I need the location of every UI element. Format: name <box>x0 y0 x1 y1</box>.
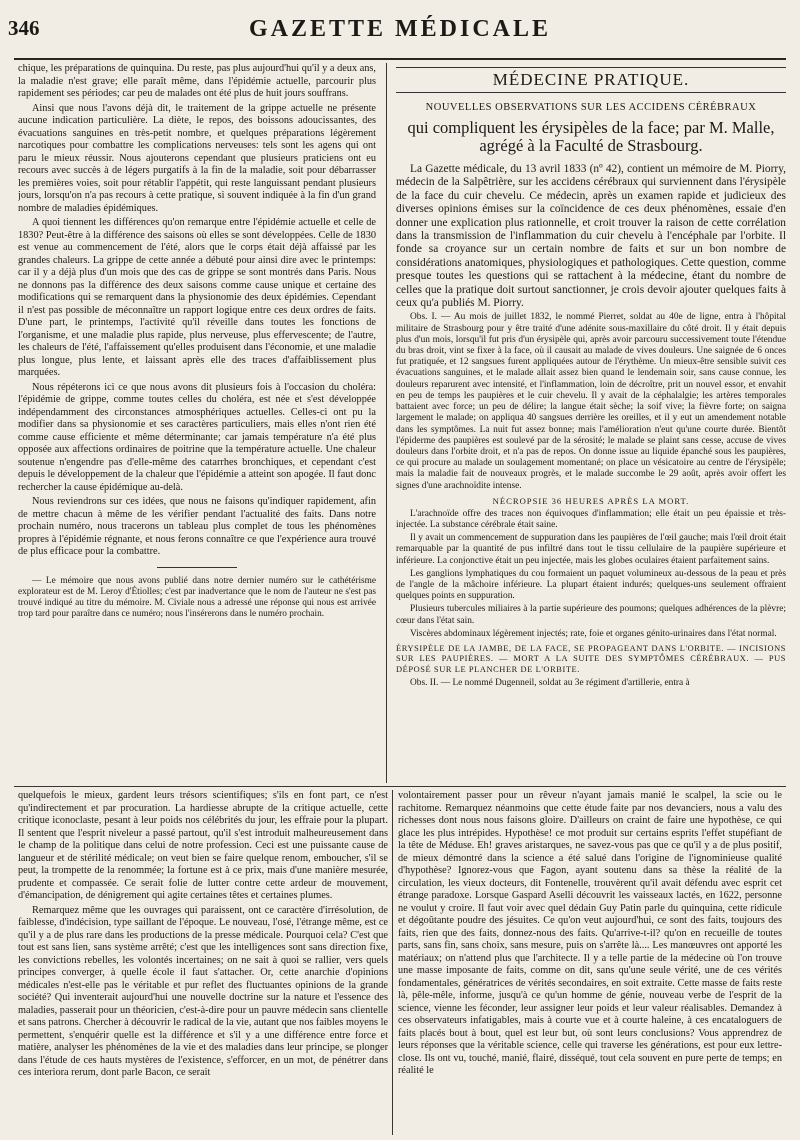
necropsy-paragraph: L'arachnoïde offre des traces non équivoques d'inflammation; elle était un peu épaissie et très-injectée. La substance cérébrale était saine. <box>396 508 786 530</box>
left-paragraph: Nous répéterons ici ce que nous avons dit plusieurs fois à l'occasion du choléra: l'épidémie de grippe, comme toutes celles du choléra, est née et s'est développée indépendamment des circonstances atmosphériques actuelles. Celles-ci ont pu la modifier dans sa physionomie et ses caractères particuliers, mais elles n'ont rien été comme cause efficiente et même déterminante; car jamais température n'a été plus opposée aux affections ordinaires de poitrine que la température actuelle. Une chaleur soutenue n'engendre pas d'elle-même des catarrhes bronchiques, et cependant c'est depuis le développement de la chaleur que l'épidémie a atteint son apogée. Il faut donc rechercher la cause épidémique au-delà. <box>18 381 376 493</box>
necropsy-paragraph: Il y avait un commencement de suppuration dans les paupières de l'œil gauche; mais l'œil droit était remarquable par la quantité de pus infiltré dans tout le tissu cellulaire de la paupière supérieure et inférieure. La conjonctive était un peu injectée, mais les globes oculaires étaient parfaitement sains. <box>396 533 786 566</box>
observation-2: Obs. II. — Le nommé Dugenneil, soldat au 3e régiment d'artillerie, entra à <box>410 678 690 689</box>
bottom-left-column <box>18 790 388 1135</box>
running-title: GAZETTE MÉDICALE <box>248 16 552 42</box>
editor-note <box>18 576 376 621</box>
bottom-right-paragraph: volontairement passer pour un rêveur n'ayant jamais manié le scalpel, la scie ou le rachitome. Remarquez néanmoins que cette étude faite par nos devanciers, nous a valu des richesses dont nous nous faisons gloire. D'ailleurs on craint de faire une hypothèse, ce qui glace les plus intrépides. Hypothèse! ce mot produit sur certains esprits l'effet stupéfiant de la tête de Méduse. Eh! graves aristarques, ne savez-vous pas que ce qu'il y a de plus positif, de mieux démontré dans la science a été salué dans l'origine de l'ignominieuse qualité d'hypothèse? Ignorez-vous que Fagon, ayant soutenu dans sa thèse la réalité de la circulation, les vieux docteurs, dit Fontenelle, trouvèrent qu'il avait défendu avec esprit cet étrange paradoxe. Lorsque Gaspard Aselli découvrit les vaisseaux lactés, en 1622, personne ne voulut y croire. Il faut voir avec quel dédain Guy Patin parle du quinquina, cette ridicule et dégoûtante poudre des jésuites. Ce qu'on veut aujourd'hui, ce sont des faits, toujours des faits, rien que des faits, donnez-nous des faits. Qu'arrive-t-il? qu'on en recueille de toutes parts, sans fin, sans choix, sans mesure, puis on s'arrête là.... Les manœuvres ont apporté les matériaux; on n'attend plus que l'architecte. Il y a telle partie de la médecine où l'on trouve une masse imposante de faits, comme on dit, sans qu'une seule vérité, une de ces vérités fondamentales, génératrices de vérités secondaires, en soit extraite. Cette masse de faits reste là, pêle-mêle, informe, jusqu'à ce qu'un homme de génie, nouveau verbe de l'esprit de la science, vienne les féconder, leur assigner leur poids et leur valeur réalisables. Demandez à ces observateurs infatigables, mais à courte vue et à courte haleine, à ces encataloguers de faits placés bout à bout, quel est leur but, où sont leurs conclusions? Vous apprendrez de leurs réponses que la véritable science, celle qui traverse les générations, est pour eux lettre-close. Ils ont vu, touché, manié, flairé, disséqué, tout cela souvent en pure perte de temps; en réalité le <box>398 790 782 1076</box>
left-paragraph: Ainsi que nous l'avons déjà dit, le traitement de la grippe actuelle ne présente aucune indication particulière. La diète, le repos, des boissons adoucissantes, des évacuations sanguines en très-petit nombre, et quelques préparations légèrement narcotiques pour combattre les complications nerveuses: tels sont les agens qui ont paru le mieux réussir. Nous ajouterons cependant que plusieurs praticiens ont eu recours avec succès à de légers purgatifs à la fin de la maladie, soit pour débarrasser les premières voies, soit pour rétablir l'appétit, qui reste languissant pendant plusieurs jours, lorsqu'on n'a pas recours à cette pratique, si souvent indiquée à la fin d'un grand nombre de maladies épidémiques. <box>18 102 376 214</box>
bottom-left-paragraph: Remarquez même que les ouvrages qui paraissent, ont ce caractère d'irrésolution, de faiblesse, d'indécision, type saillant de l'époque. Le nouveau, l'osé, l'étrange même, est ce qu'il y a de plus rare dans les productions de la presse médicale. Pourquoi cela? C'est que tout est sans lien, sans système arrêté; c'est que les intelligences sont sans direction fixe, les convictions rebelles, les volontés incertaines; on ne sait à quoi se rallier, vers quels principes converger, à quelle école il faut s'attacher. Or, cette anarchie d'opinions médicales n'est-elle pas le véritable et pur reflet des fluctuantes opinions de la grande société? Qui inventerait aujourd'hui une nouvelle doctrine sur la nature et l'essence des maladies, passerait pour un théoricien, c'est-à-dire pour un pauvre médecin sans clientelle et sans patrons. Chercher à découvrir le radical de la vie, autant que nos faibles moyens le permettent, s'enquérir quelle est la différence et s'il y a une différence entre force et matière, analyser les phénomènes de la vie et des maladies dans leur principe, se plonger dans l'étude de ces hauts mystères de l'existence, s'efforcer, en un mot, de pénétrer dans ces interiora rerum, dont parle Bacon, ce serait <box>18 904 388 1078</box>
page-number: 346 <box>8 16 40 40</box>
header-rule <box>14 58 786 60</box>
left-column <box>18 63 376 707</box>
left-paragraph: Nous reviendrons sur ces idées, que nous ne faisons qu'indiquer rapidement, afin de mettre chacun à même de les vérifier pendant l'actualité des faits. Dans notre prochain numéro, nous tracerons un tableau plus complet de tous les phénomènes propres à l'épidémie régnante, et nous ferons connaître ce que l'expérience aura trouvé de plus efficace pour la combattre. <box>18 496 376 557</box>
section-title: MÉDECINE PRATIQUE. <box>396 67 786 93</box>
bottom-right-column <box>398 790 782 1135</box>
necropsy-heading: NÉCROPSIE 36 HEURES APRÈS LA MORT. <box>492 495 690 506</box>
article-title <box>396 99 786 155</box>
left-paragraph: A quoi tiennent les différences qu'on remarque entre l'épidémie actuelle et celle de 1830? Peut-être à la différence des saisons où elles se sont développées. Celle de 1830 est venue au commencement de l'été, alors que le corps était déjà affaissé par les grandes chaleurs. La grippe de cette année a débuté pour ainsi dire avec le printemps: car il y a déjà plus d'un mois que des cas de grippe se sont montrés dans Paris. Nous ne donnons pas la différence des deux saisons comme cause unique et certaine des modifications qui se remarquent dans la physionomie des deux épidémies. Cependant il n'est pas possible de méconnaître un rapport logique entre ces deux ordres de faits. D'une part, le printemps, l'activité qu'il réveille dans toutes les fonctions de l'organisme, et une maladie plus rapide, plus nerveuse, plus effervescente; de l'autre, les chaleurs de l'été, l'affaissement qu'elles produisent dans l'économie, et une maladie plus longue, plus lente, et laissant après elle des traces d'affaiblissement plus marquées. <box>18 217 376 378</box>
article-title-main: qui compliquent les érysipèles de la face; par M. Malle, agrégé à la Faculté de Strasbourg. <box>407 118 775 155</box>
feuilleton-rule <box>14 786 786 787</box>
separator-rule <box>157 567 237 568</box>
article-lead <box>396 163 786 310</box>
bottom-left-paragraph: quelquefois le mieux, gardent leurs trésors scientifiques; s'ils en font part, ce n'est qu'indirectement et par procuration. La hardiesse abrupte de la critique actuelle, cette critique iconoclaste, pesant à leur poids nos célébrités du jour, les effraie pour la plupart. Il sentent que l'esprit niveleur a passé partout, qu'il s'est introduit malheureusement dans le champ de la politique dans celui de notre profession. Ceci est une puissante cause de langueur et de stérilité médicale; on veut bien se faire quelque renom, emboucher, s'il se peut, la trompette de la renommée; la fortune est à ce prix, mais d'une manière mesurée, prudente et compassée. Ce serait folie de lutter contre cette ardeur de mouvement, d'émancipation, de dénigrement qui agite certaines têtes et certaines plumes. <box>18 790 388 901</box>
observations <box>396 312 786 689</box>
column-divider <box>386 63 387 783</box>
lead-paragraph: La Gazette médicale, du 13 avril 1833 (nº 42), contient un mémoire de M. Piorry, médecin de la Salpêtrière, sur les accidens cérébraux qui surviennent dans l'érysipèle de la face du cuir chevelu. Ce médecin, après un examen rapide et judicieux des diverses opinions émises sur la coïncidence de ces deux phénomènes, essaie d'en donner une explication plus rationnelle, et croit trouver la raison de cette corrélation dans la transmission de l'inflammation du cuir chevelu à l'encéphale par l'orbite. Il fonde sa croyance sur un certain nombre de faits et sur un bon nombre de considérations anatomiques, physiologiques et pathologiques. Cette question, comme presque toutes les questions qui se rattachent à la médecine, étant du nombre de celles que la pratique doit surtout sanctionner, je crois devoir ajouter quelques faits à ceux qu'a publiés M. Piorry. <box>396 163 786 310</box>
bottom-column-divider <box>392 790 393 1135</box>
article-title-small: NOUVELLES OBSERVATIONS SUR LES ACCIDENS CÉRÉBRAUX <box>425 102 757 113</box>
left-paragraph: chique, les préparations de quinquina. Du reste, pas plus aujourd'hui qu'il y a deux ans, la maladie n'est grave; elle paraît même, dans l'épidémie actuelle, parcourir plus rapidement ses périodes; car peu de malades ont été plus de huit jours souffrans. <box>18 63 376 99</box>
necropsy-paragraph: Les ganglions lymphatiques du cou formaient un paquet volumineux au-dessous de la peau et près de l'angle de la mâchoire inférieure. La plupart étaient indurés; quelques-uns seulement offraient quelques points en suppuration. <box>396 568 786 602</box>
necropsy-paragraph: Viscères abdominaux légèrement injectés; rate, foie et organes génito-urinaires dans l'état normal. <box>410 628 777 639</box>
observation-2-rubric: ÉRYSIPÈLE DE LA JAMBE, DE LA FACE, SE PROPAGEANT DANS L'ORBITE. — INCISIONS SUR LES PAUPIÈRES. — MORT A LA SUITE DES SYMPTÔMES CÉRÉBRAUX. — PUS DÉPOSÉ SUR LE PLANCHER DE L'ORBITE. <box>396 643 786 674</box>
observation-1: Obs. I. — Au mois de juillet 1832, le nommé Pierret, soldat au 40e de ligne, entra à l'hôpital militaire de Strasbourg pour y être traité d'une adénite sous-maxillaire du côté droit. Il y était depuis plus d'un mois, lorsqu'il fut pris d'un érysipèle qui, après avoir parcouru successivement toute l'étendue du bras droit, vint se fixer à la face, où il causait au malade de vives douleurs. Une saignée de 6 onces fut pratiquée, et 12 sangsues furent appliquées autour de l'érythème. Un mieux-être sensible suivit ces évacuations sanguines, et le malade allait assez bien quand le lendemain soir, sans cause connue, les douleurs reparurent avec intensité, et l'inflammation, loin de décroître, prit un nouvel essor, et envahit en peu de temps les paupières et le cuir chevelu. Il y avait de la céphalalgie; les artères temporales battaient avec force; un peu de délire; la langue était sèche; la soif vive; la fièvre forte; on saigna largement le malade; on appliqua 40 sangsues derrière les oreilles, et il y eut un amendement notable dans les symptômes. La nuit fut assez bonne; mais l'amélioration n'eut qu'une courte durée. Bientôt l'épiderme des paupières est soulevé par de la sérosité; le malade se plaint sans cesse, accuse de vives douleurs dans l'orbite droit, et n'a pas de repos. On donne issue au liquide épanché sous les paupières, ce qui procure au malade un soulagement momentané; on place un vésicatoire au centre de l'érysipèle; mais la maladie fait de nouveaux progrès, et le malade succombe le 29 août, après avoir offert les signes d'une arachnoïdite intense. <box>396 312 786 491</box>
necropsy-paragraph: Plusieurs tubercules miliaires à la partie supérieure des poumons; quelques adhérences de la plèvre; cœur dans l'état sain. <box>396 604 786 626</box>
right-column <box>396 63 786 783</box>
note-text: — Le mémoire que nous avons publié dans notre dernier numéro sur le cathétérisme explorateur est de M. Leroy d'Étiolles; c'est par inadvertance que le nom de l'auteur ne s'est pas trouvé indiqué au titre du mémoire. M. Civiale nous a adressé une réponse qui nous est arrivée trop tard pour paraître dans ce numéro; nous l'insérerons dans le numéro prochain. <box>18 575 376 620</box>
